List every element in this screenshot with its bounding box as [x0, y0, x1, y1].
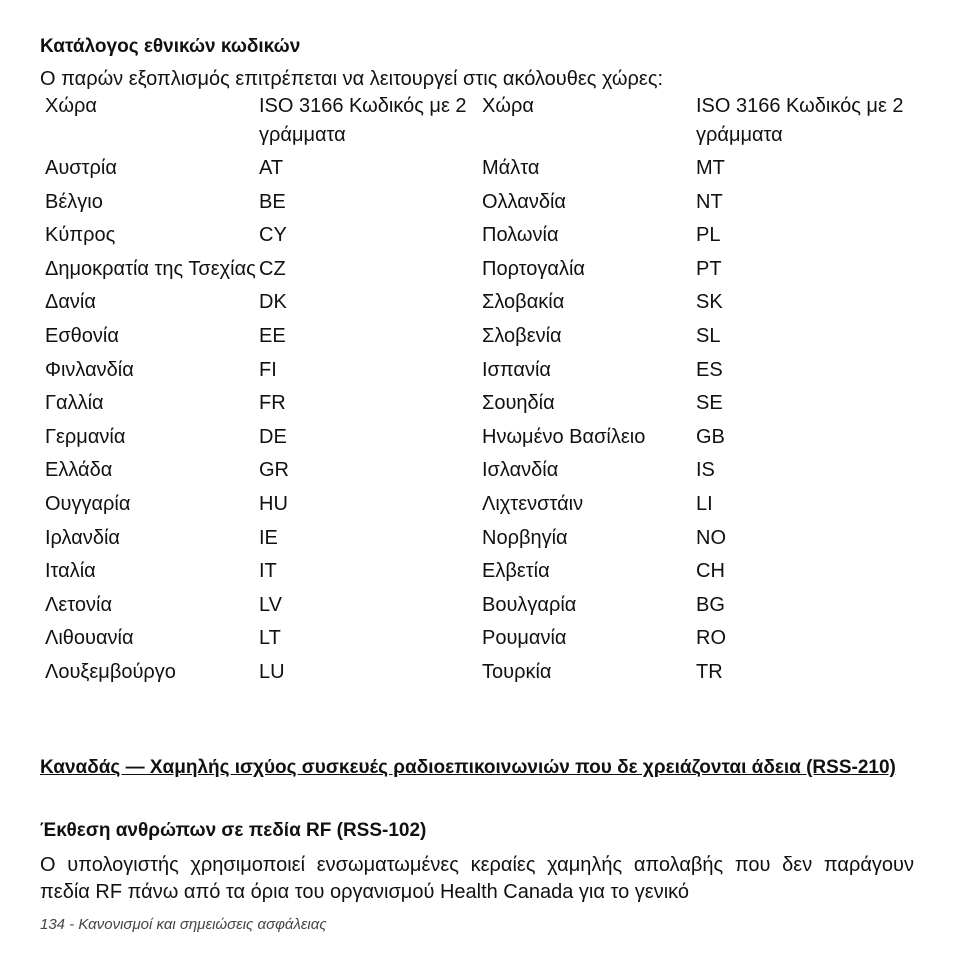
left-country-table	[40, 92, 477, 692]
table-row	[477, 591, 914, 620]
table-row	[40, 356, 477, 385]
country-name: Δανία	[45, 291, 96, 314]
table-row	[477, 221, 914, 250]
country-name: Δημοκρατία της Τσεχίας	[45, 257, 256, 280]
header-country: Χώρα	[482, 95, 534, 117]
country-name: Πολωνία	[482, 224, 559, 247]
country-code: CY	[259, 224, 287, 247]
country-name: Νορβηγία	[482, 526, 568, 549]
country-name: Γαλλία	[45, 392, 104, 415]
country-code: SK	[696, 291, 723, 314]
country-name: Ηνωμένο Βασίλειο	[482, 425, 646, 448]
country-code: ES	[696, 358, 723, 381]
table-row	[477, 188, 914, 217]
country-code: EE	[259, 324, 286, 347]
country-code: GR	[259, 459, 289, 482]
country-name: Βουλγαρία	[482, 593, 577, 616]
table-row	[40, 557, 477, 586]
table-row	[40, 154, 477, 183]
country-name: Ολλανδία	[482, 190, 566, 213]
country-code: AT	[259, 157, 284, 179]
country-code: RO	[696, 627, 726, 650]
country-name: Λιχτενστάιν	[482, 492, 584, 515]
table-row	[477, 255, 914, 284]
table-row	[477, 288, 914, 317]
intro-text: Ο παρών εξοπλισμός επιτρέπεται να λειτουργεί στις ακόλουθες χώρες:	[40, 68, 664, 90]
country-code: NT	[696, 190, 723, 213]
country-code: TR	[696, 660, 723, 683]
country-code: BE	[259, 190, 286, 213]
country-name: Μάλτα	[482, 157, 540, 179]
country-name: Ιρλανδία	[45, 526, 120, 549]
country-name: Ισλανδία	[482, 459, 559, 482]
country-codes-tables	[40, 92, 914, 692]
country-code: FI	[259, 358, 277, 381]
header-country: Χώρα	[45, 95, 97, 117]
country-code: LI	[696, 492, 713, 515]
country-code: HU	[259, 492, 288, 515]
table-row	[477, 557, 914, 586]
table-row	[40, 524, 477, 553]
table-row	[40, 255, 477, 284]
table-row	[40, 288, 477, 317]
country-name: Τουρκία	[482, 660, 552, 683]
country-name: Λουξεμβούργο	[45, 660, 176, 683]
header-code: ISO 3166 Κωδικός με 2 γράμματα	[259, 95, 467, 146]
rf-exposure-subtitle: Έκθεση ανθρώπων σε πεδία RF (RSS-102)	[40, 820, 427, 841]
country-code: SE	[696, 392, 723, 415]
table-row	[40, 423, 477, 452]
country-name: Σλοβακία	[482, 291, 565, 314]
country-code: LU	[259, 660, 285, 683]
country-code: CH	[696, 560, 725, 583]
header-code: ISO 3166 Κωδικός με 2 γράμματα	[696, 95, 904, 146]
country-name: Φινλανδία	[45, 358, 134, 381]
table-row	[477, 423, 914, 452]
table-row	[477, 456, 914, 485]
country-code: FR	[259, 392, 286, 415]
country-code: NO	[696, 526, 726, 549]
country-name: Ελλάδα	[45, 459, 113, 482]
table-row	[40, 188, 477, 217]
table-row	[477, 322, 914, 351]
country-codes-heading: Κατάλογος εθνικών κωδικών	[40, 36, 301, 57]
table-row	[40, 624, 477, 653]
country-code: GB	[696, 425, 725, 448]
country-code: DE	[259, 425, 287, 448]
table-row	[477, 524, 914, 553]
table-row	[40, 456, 477, 485]
rf-exposure-paragraph: Ο υπολογιστής χρησιμοποιεί ενσωματωμένες κεραίες χαμηλής απολαβής που δεν παράγουν πεδία RF πάνω από τα όρια του οργανισμού Health Canada για το γενικό	[40, 854, 914, 903]
country-code: DK	[259, 291, 287, 314]
table-row	[477, 389, 914, 418]
country-code: SL	[696, 324, 721, 347]
country-name: Σλοβενία	[482, 324, 562, 347]
table-row	[40, 322, 477, 351]
country-name: Βέλγιο	[45, 190, 103, 213]
country-code: LV	[259, 593, 282, 616]
table-row	[477, 490, 914, 519]
country-name: Ρουμανία	[482, 627, 567, 650]
country-code: LT	[259, 627, 281, 650]
table-row	[477, 624, 914, 653]
country-name: Ισπανία	[482, 358, 551, 381]
country-name: Αυστρία	[45, 157, 117, 179]
table-row	[40, 658, 477, 687]
country-code: IT	[259, 560, 277, 583]
table-row	[40, 490, 477, 519]
table-row	[477, 658, 914, 687]
country-code: IE	[259, 526, 278, 549]
country-name: Πορτογαλία	[482, 257, 585, 280]
table-header-row	[477, 92, 914, 150]
table-row	[477, 154, 914, 183]
right-country-table	[477, 92, 914, 692]
country-code: CZ	[259, 257, 286, 280]
country-code: MT	[696, 157, 725, 179]
country-name: Ουγγαρία	[45, 492, 131, 515]
country-name: Εσθονία	[45, 324, 119, 347]
canada-section-title: Καναδάς — Χαμηλής ισχύος συσκευές ραδιοεπικοινωνιών που δε χρειάζονται άδεια (RSS-210)	[40, 757, 896, 778]
country-code: PL	[696, 224, 721, 247]
page-footer: 134 - Κανονισμοί και σημειώσεις ασφάλειας	[40, 916, 327, 933]
country-code: IS	[696, 459, 715, 482]
table-row	[40, 221, 477, 250]
table-row	[40, 389, 477, 418]
table-row	[40, 591, 477, 620]
country-name: Ιταλία	[45, 560, 96, 583]
country-name: Σουηδία	[482, 392, 555, 415]
country-code: PT	[696, 257, 722, 280]
country-name: Λετονία	[45, 593, 113, 616]
country-name: Ελβετία	[482, 560, 550, 583]
country-code: BG	[696, 593, 725, 616]
country-name: Λιθουανία	[45, 627, 134, 650]
country-name: Κύπρος	[45, 224, 116, 247]
country-name: Γερμανία	[45, 425, 126, 448]
table-row	[477, 356, 914, 385]
table-header-row	[40, 92, 477, 150]
document-page	[40, 34, 914, 903]
